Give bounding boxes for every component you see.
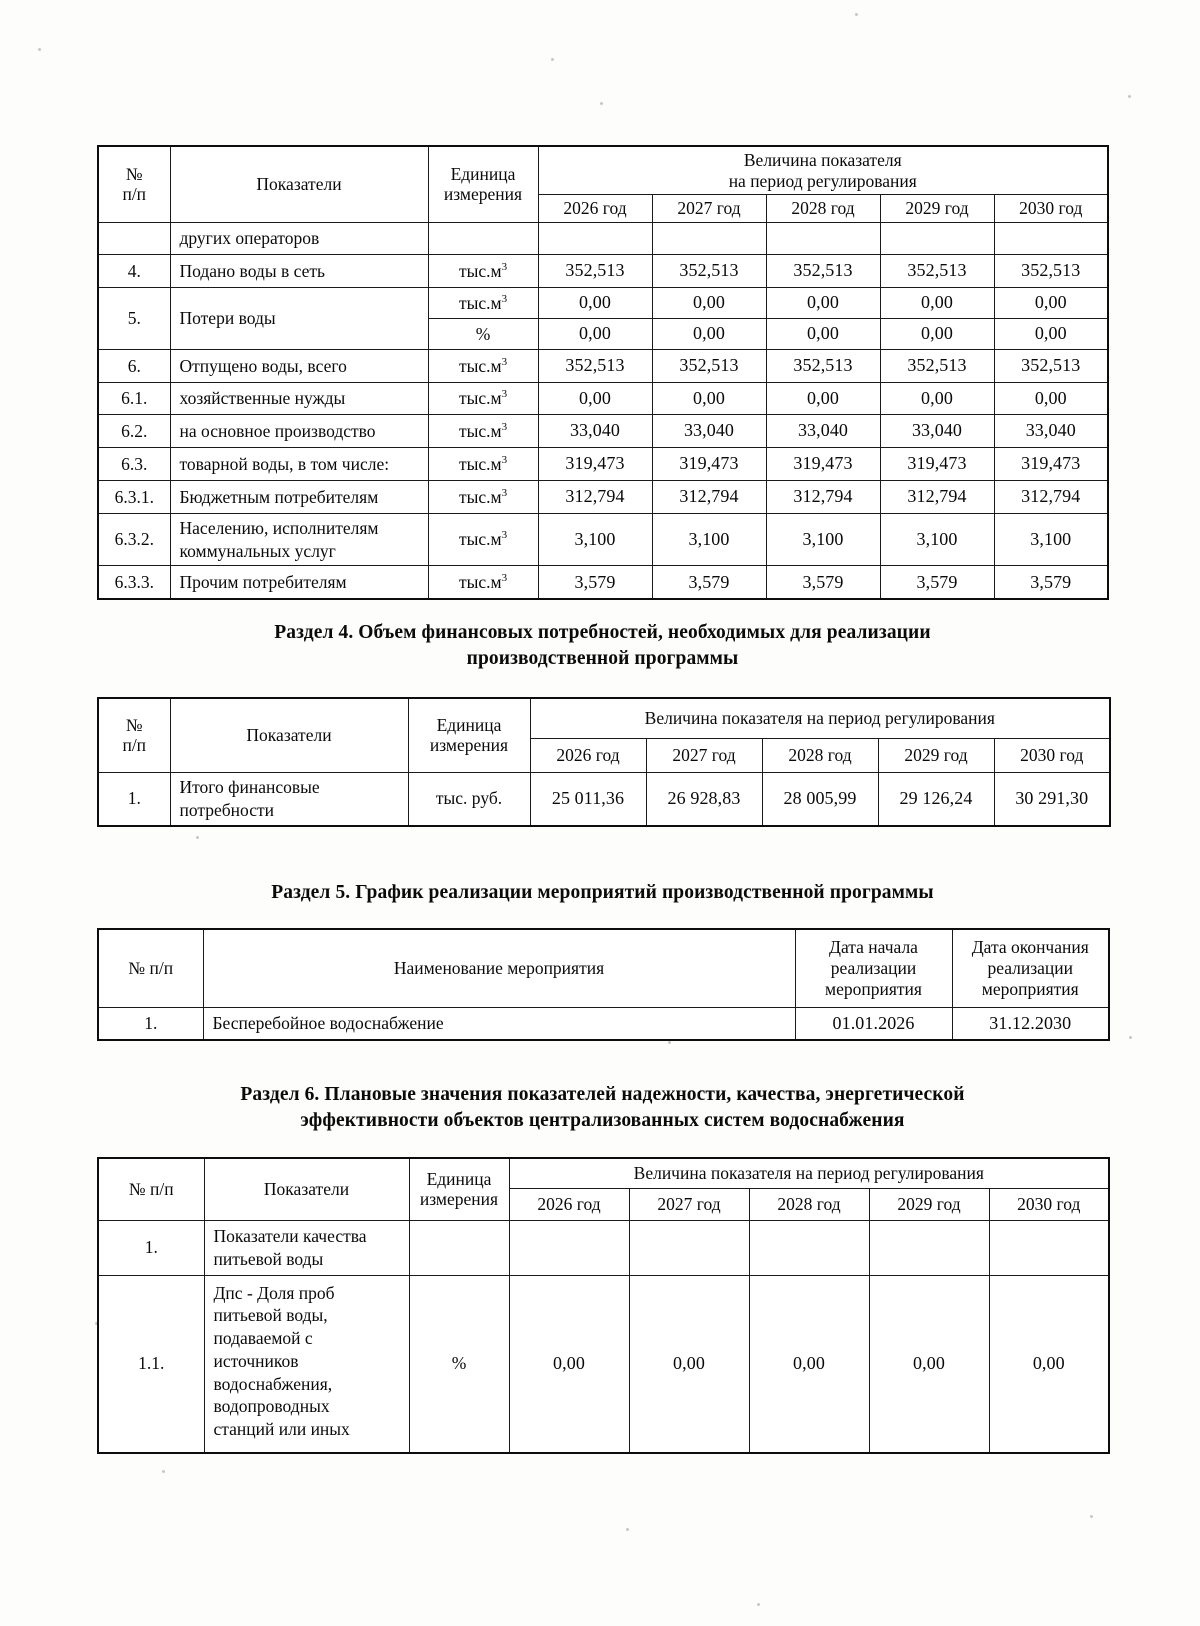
row-unit-exponent: 3 [501, 355, 508, 368]
row-number: 1. [98, 1007, 203, 1040]
table-row [98, 414, 1108, 447]
row-value-2030 [994, 222, 1108, 254]
row-label: Подано воды в сеть [170, 254, 428, 287]
row-unit [428, 222, 538, 254]
table-row [98, 382, 1108, 414]
row-label-line1: Итого финансовые [179, 777, 320, 797]
header-year-2030: 2030 год [994, 738, 1110, 772]
row-value-2030: 30 291,30 [994, 772, 1110, 826]
row-unit [428, 513, 538, 566]
table-row [98, 254, 1108, 287]
header-row-number-line2: п/п [122, 184, 147, 205]
row-value-2026: 352,513 [538, 254, 652, 287]
row-label-line1: Дпс - Доля проб [213, 1282, 335, 1303]
table-row [98, 566, 1108, 599]
row-label-line5: водоснабжения, [213, 1373, 333, 1394]
row-value-2029 [869, 1220, 989, 1275]
row-number: 4. [98, 254, 170, 287]
row-value-2030: 0,00 [994, 318, 1108, 349]
row-unit-text: тыс.м [458, 420, 502, 441]
row-value-2028: 3,579 [766, 566, 880, 599]
header-value-group [538, 146, 1108, 195]
header-value-group: Величина показателя на период регулирования [509, 1158, 1109, 1188]
row-value-2029: 352,513 [880, 254, 994, 287]
table-row [98, 447, 1108, 480]
row-label: Отпущено воды, всего [170, 349, 428, 382]
header-indicators: Показатели [204, 1158, 409, 1220]
row-label-line1: Показатели качества [213, 1225, 367, 1246]
scan-speck [162, 1470, 165, 1473]
row-label: Населению, исполнителям коммунальных услуг [170, 513, 428, 566]
row-unit-exponent: 3 [501, 453, 508, 466]
header-year-2030: 2030 год [994, 195, 1108, 223]
header-year-2029: 2029 год [869, 1188, 989, 1220]
row-value-2029: 352,513 [880, 349, 994, 382]
row-value-2028: 3,100 [766, 513, 880, 566]
header-unit-line1: Единица [426, 1168, 492, 1189]
header-unit-line1: Единица [436, 714, 502, 735]
row-value-2030 [989, 1220, 1109, 1275]
row-value-2028: 0,00 [766, 382, 880, 414]
scan-speck [196, 836, 199, 839]
row-value-2029: 312,794 [880, 480, 994, 513]
row-value-2027: 352,513 [652, 254, 766, 287]
header-start-date-line3: мероприятия [825, 978, 922, 999]
row-end-date: 31.12.2030 [952, 1007, 1109, 1040]
row-value-2030: 3,579 [994, 566, 1108, 599]
header-end-date-line2: реализации [987, 957, 1074, 978]
financial-needs-table [97, 697, 1111, 827]
row-unit-exponent: 3 [501, 260, 508, 273]
implementation-schedule-table-container [97, 928, 1110, 1041]
row-number: 1.1. [98, 1275, 204, 1453]
header-value-group-line2: на период регулирования [728, 170, 917, 191]
header-start-date [795, 929, 952, 1007]
row-value-2026: 312,794 [538, 480, 652, 513]
section-4-heading [150, 620, 1055, 671]
row-value-2029: 0,00 [880, 382, 994, 414]
header-value-group: Величина показателя на период регулирования [530, 698, 1110, 738]
row-value-2026: 0,00 [538, 382, 652, 414]
row-value-2027: 0,00 [652, 287, 766, 318]
row-number: 5. [98, 287, 170, 349]
row-unit-text: тыс.м [458, 260, 502, 281]
row-label-line2: питьевой воды [213, 1248, 324, 1269]
production-volume-table-container [97, 145, 1109, 600]
table-row [98, 1220, 1109, 1275]
header-year-2028: 2028 год [766, 195, 880, 223]
header-end-date [952, 929, 1109, 1007]
row-number: 6.3. [98, 447, 170, 480]
row-value-2029: 0,00 [880, 287, 994, 318]
row-unit [428, 254, 538, 287]
header-row-number: № п/п [98, 1158, 204, 1220]
scan-speck [1129, 1036, 1132, 1039]
row-value-2030: 0,00 [989, 1275, 1109, 1453]
header-unit [428, 146, 538, 222]
header-event-name: Наименование мероприятия [203, 929, 795, 1007]
row-value-2026: 319,473 [538, 447, 652, 480]
row-unit [409, 1220, 509, 1275]
row-label-line3: подаваемой с [213, 1328, 313, 1348]
row-event-name: Бесперебойное водоснабжение [203, 1007, 795, 1040]
row-value-2027 [629, 1220, 749, 1275]
row-label-line2: питьевой воды, [213, 1305, 328, 1326]
row-value-2026 [509, 1220, 629, 1275]
row-label-line2: потребности [179, 799, 274, 820]
table-row [98, 287, 1108, 318]
header-row-number-line1: № [125, 163, 143, 184]
header-row-number-line1: № [125, 714, 143, 735]
row-unit-text: тыс.м [458, 486, 502, 507]
row-value-2030: 33,040 [994, 414, 1108, 447]
row-number: 6. [98, 349, 170, 382]
row-value-2028: 0,00 [766, 287, 880, 318]
row-value-2029: 0,00 [880, 318, 994, 349]
row-label: Потери воды [170, 287, 428, 349]
header-row-number [98, 146, 170, 222]
table-row [98, 349, 1108, 382]
row-value-2030: 319,473 [994, 447, 1108, 480]
implementation-schedule-table [97, 928, 1110, 1041]
row-unit [428, 447, 538, 480]
row-value-2027: 26 928,83 [646, 772, 762, 826]
header-indicators: Показатели [170, 698, 408, 772]
section-6-heading [140, 1082, 1065, 1133]
header-unit-line2: измерения [419, 1189, 499, 1210]
row-value-2027: 3,579 [652, 566, 766, 599]
row-number: 6.3.3. [98, 566, 170, 599]
header-year-2027: 2027 год [629, 1188, 749, 1220]
header-year-2030: 2030 год [989, 1188, 1109, 1220]
header-unit-line1: Единица [450, 163, 516, 184]
row-value-2026: 3,579 [538, 566, 652, 599]
header-indicators: Показатели [170, 146, 428, 222]
header-start-date-line2: реализации [830, 957, 917, 978]
row-value-2029: 3,579 [880, 566, 994, 599]
reliability-indicators-table-container [97, 1157, 1110, 1454]
table-header-row [98, 929, 1109, 1007]
row-value-2029: 0,00 [869, 1275, 989, 1453]
row-label: Бюджетным потребителям [170, 480, 428, 513]
header-end-date-line1: Дата окончания [971, 937, 1089, 958]
row-value-2027: 0,00 [629, 1275, 749, 1453]
row-value-2027 [652, 222, 766, 254]
row-value-2026: 3,100 [538, 513, 652, 566]
header-year-2029: 2029 год [880, 195, 994, 223]
row-value-2026: 0,00 [538, 287, 652, 318]
row-label-line6: водопроводных [213, 1396, 330, 1417]
header-year-2026: 2026 год [509, 1188, 629, 1220]
row-value-2026: 0,00 [509, 1275, 629, 1453]
section-5-heading [120, 880, 1085, 906]
row-unit [428, 349, 538, 382]
row-value-2027: 319,473 [652, 447, 766, 480]
row-value-2029: 33,040 [880, 414, 994, 447]
row-unit: тыс. руб. [408, 772, 530, 826]
row-number: 1. [98, 1220, 204, 1275]
table-header-row [98, 146, 1108, 195]
table-row [98, 1275, 1109, 1453]
header-value-group-line1: Величина показателя [743, 150, 902, 170]
row-label [204, 1220, 409, 1275]
row-unit-exponent: 3 [501, 292, 508, 305]
row-unit [428, 566, 538, 599]
table-row [98, 772, 1110, 826]
section-4-heading-line1: Раздел 4. Объем финансовых потребностей, необходимых для реализации [274, 622, 931, 643]
row-value-2028: 0,00 [749, 1275, 869, 1453]
header-year-2026: 2026 год [530, 738, 646, 772]
row-number: 6.1. [98, 382, 170, 414]
row-label-line7: станций или иных [213, 1419, 350, 1439]
row-value-2029 [880, 222, 994, 254]
table-row [98, 513, 1108, 566]
row-unit-text: тыс.м [458, 355, 502, 376]
scan-speck [38, 48, 41, 51]
row-value-2026: 25 011,36 [530, 772, 646, 826]
row-value-2028: 33,040 [766, 414, 880, 447]
scan-speck [855, 13, 858, 16]
row-value-2028: 319,473 [766, 447, 880, 480]
header-unit-line2: измерения [443, 184, 523, 205]
row-number: 6.3.1. [98, 480, 170, 513]
row-value-2030: 3,100 [994, 513, 1108, 566]
section-6-heading-line1: Раздел 6. Плановые значения показателей надежности, качества, энергетической [240, 1084, 965, 1105]
row-value-2028 [749, 1220, 869, 1275]
header-start-date-line1: Дата начала [829, 937, 918, 958]
row-value-2028: 312,794 [766, 480, 880, 513]
row-value-2028: 0,00 [766, 318, 880, 349]
row-value-2029: 3,100 [880, 513, 994, 566]
row-value-2030: 352,513 [994, 254, 1108, 287]
row-value-2027: 0,00 [652, 382, 766, 414]
row-value-2027: 33,040 [652, 414, 766, 447]
scan-speck [1128, 95, 1131, 98]
row-label: на основное производство [170, 414, 428, 447]
row-unit-text: тыс.м [458, 292, 502, 313]
row-unit: % [409, 1275, 509, 1453]
row-unit-exponent: 3 [501, 420, 508, 433]
row-value-2026: 352,513 [538, 349, 652, 382]
row-value-2026: 0,00 [538, 318, 652, 349]
row-value-2026 [538, 222, 652, 254]
row-value-2027: 0,00 [652, 318, 766, 349]
row-unit-text: тыс.м [458, 388, 502, 409]
header-row-number-line2: п/п [122, 735, 147, 756]
row-value-2028 [766, 222, 880, 254]
section-6-heading-line2: эффективности объектов централизованных систем водоснабжения [300, 1109, 905, 1131]
header-year-2026: 2026 год [538, 195, 652, 223]
row-value-2026: 33,040 [538, 414, 652, 447]
row-unit: % [428, 318, 538, 349]
row-unit [428, 414, 538, 447]
table-header-row [98, 1158, 1109, 1188]
header-year-2028: 2028 год [762, 738, 878, 772]
row-unit-exponent: 3 [501, 388, 508, 401]
header-end-date-line3: мероприятия [981, 978, 1079, 999]
row-number [98, 222, 170, 254]
row-unit-exponent: 3 [501, 572, 508, 585]
row-number: 1. [98, 772, 170, 826]
scan-speck [551, 58, 554, 61]
row-value-2027: 352,513 [652, 349, 766, 382]
row-label-line4: источников [213, 1350, 299, 1371]
row-value-2029: 29 126,24 [878, 772, 994, 826]
row-value-2027: 312,794 [652, 480, 766, 513]
header-year-2029: 2029 год [878, 738, 994, 772]
row-start-date: 01.01.2026 [795, 1007, 952, 1040]
row-unit-exponent: 3 [501, 486, 508, 499]
row-value-2028: 352,513 [766, 254, 880, 287]
table-row [98, 1007, 1109, 1040]
row-value-2030: 352,513 [994, 349, 1108, 382]
row-value-2027: 3,100 [652, 513, 766, 566]
row-unit [428, 480, 538, 513]
row-value-2029: 319,473 [880, 447, 994, 480]
row-label: Прочим потребителям [170, 566, 428, 599]
scan-speck [757, 1603, 760, 1606]
row-label: хозяйственные нужды [170, 382, 428, 414]
header-year-2027: 2027 год [652, 195, 766, 223]
financial-needs-table-container [97, 697, 1111, 827]
row-number: 6.3.2. [98, 513, 170, 566]
scan-speck [668, 1041, 671, 1044]
section-5-heading-line1: Раздел 5. График реализации мероприятий производственной программы [271, 882, 934, 903]
production-volume-table [97, 145, 1109, 600]
row-value-2030: 0,00 [994, 287, 1108, 318]
header-row-number: № п/п [98, 929, 203, 1007]
header-row-number [98, 698, 170, 772]
table-header-row [98, 698, 1110, 738]
row-unit-text: тыс.м [458, 571, 502, 592]
header-unit-line2: измерения [429, 735, 509, 756]
section-4-heading-line2: производственной программы [466, 647, 739, 669]
table-row [98, 480, 1108, 513]
row-unit [428, 382, 538, 414]
row-unit-exponent: 3 [501, 529, 508, 542]
header-year-2028: 2028 год [749, 1188, 869, 1220]
row-value-2028: 28 005,99 [762, 772, 878, 826]
header-unit [408, 698, 530, 772]
row-unit-text: тыс.м [458, 529, 502, 550]
row-value-2030: 0,00 [994, 382, 1108, 414]
row-label: товарной воды, в том числе: [170, 447, 428, 480]
header-unit [409, 1158, 509, 1220]
row-label [170, 772, 408, 826]
row-label [204, 1275, 409, 1453]
row-number: 6.2. [98, 414, 170, 447]
row-unit-text: тыс.м [458, 453, 502, 474]
scan-speck [600, 102, 603, 105]
scan-speck [1090, 1515, 1093, 1518]
row-label: других операторов [170, 222, 428, 254]
table-row [98, 222, 1108, 254]
row-value-2028: 352,513 [766, 349, 880, 382]
row-value-2030: 312,794 [994, 480, 1108, 513]
header-year-2027: 2027 год [646, 738, 762, 772]
scan-speck [626, 1528, 629, 1531]
row-unit [428, 287, 538, 318]
reliability-indicators-table [97, 1157, 1110, 1454]
